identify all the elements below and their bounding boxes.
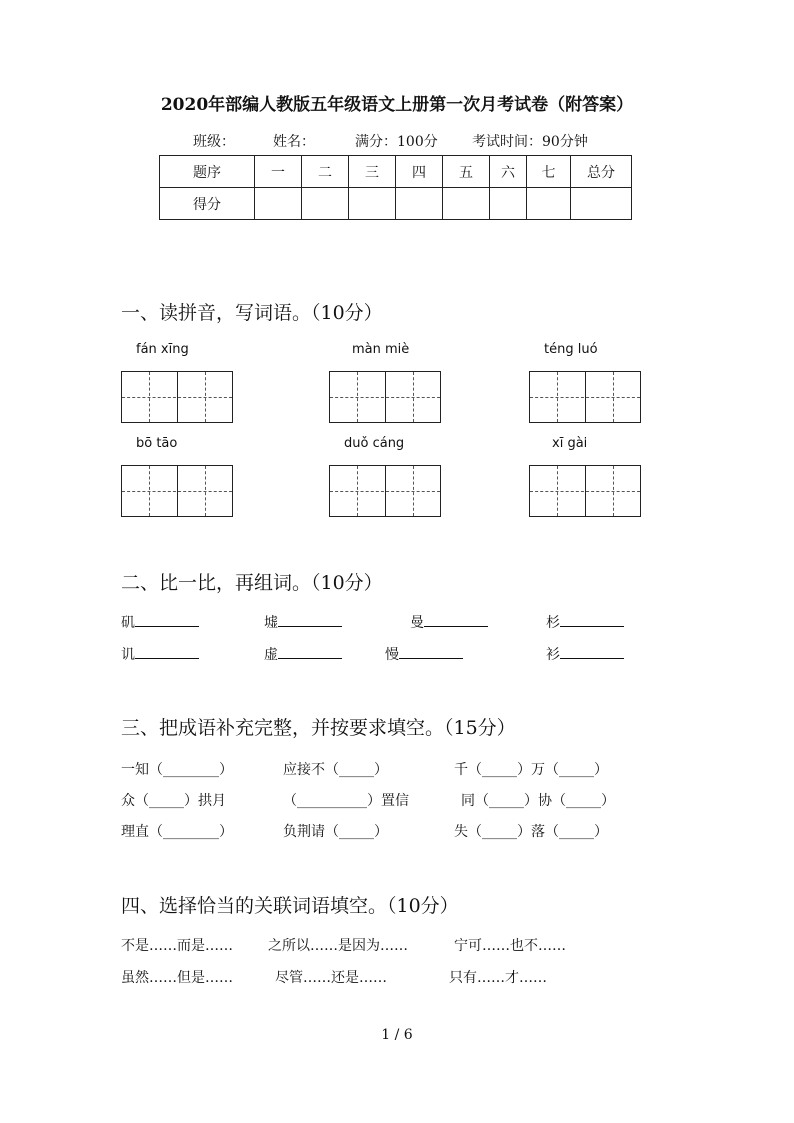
section2-title: 二、比一比，再组词。（10分） bbox=[121, 572, 383, 594]
score-input-cell[interactable] bbox=[571, 188, 632, 220]
pinyin-label: bō tāo bbox=[136, 436, 178, 451]
compare-char: 墟 bbox=[264, 615, 278, 631]
compare-item[interactable] bbox=[546, 644, 624, 664]
compare-item[interactable] bbox=[410, 612, 488, 632]
writing-grid[interactable] bbox=[121, 371, 233, 423]
full-score: 满分：100分 bbox=[355, 134, 438, 150]
idiom-item[interactable]: 应接不（_____） bbox=[283, 762, 388, 778]
score-input-cell[interactable] bbox=[490, 188, 527, 220]
compare-item[interactable] bbox=[385, 644, 463, 664]
pinyin-label: téng luó bbox=[544, 342, 598, 357]
table-cell: 一 bbox=[255, 156, 302, 188]
answer-blank[interactable] bbox=[278, 612, 342, 627]
page-title: 2020年部编人教版五年级语文上册第一次月考试卷（附答案） bbox=[160, 95, 634, 115]
compare-char: 曼 bbox=[410, 615, 424, 631]
table-cell: 题序 bbox=[160, 156, 255, 188]
table-row bbox=[160, 188, 632, 220]
idiom-item[interactable]: 负荆请（_____） bbox=[283, 824, 388, 840]
idiom-item[interactable]: 一知（________） bbox=[121, 762, 233, 778]
pinyin-label: xī gài bbox=[552, 436, 588, 451]
score-input-cell[interactable] bbox=[443, 188, 490, 220]
conjunction-option: 之所以……是因为…… bbox=[268, 938, 408, 954]
pinyin-label: duǒ cáng bbox=[344, 436, 405, 451]
compare-item[interactable] bbox=[121, 644, 199, 664]
class-label: 班级： bbox=[193, 134, 235, 150]
table-cell: 四 bbox=[396, 156, 443, 188]
answer-blank[interactable] bbox=[424, 612, 488, 627]
answer-blank[interactable] bbox=[560, 644, 624, 659]
score-input-cell[interactable] bbox=[349, 188, 396, 220]
conjunction-option: 只有……才…… bbox=[449, 970, 547, 986]
answer-blank[interactable] bbox=[135, 644, 199, 659]
pinyin-label: fán xīng bbox=[136, 342, 189, 357]
idiom-item[interactable]: 理直（________） bbox=[121, 824, 233, 840]
compare-char: 慢 bbox=[385, 647, 399, 663]
table-row bbox=[160, 156, 632, 188]
idiom-item[interactable]: 失（_____）落（_____） bbox=[454, 824, 608, 840]
table-cell: 三 bbox=[349, 156, 396, 188]
compare-char: 矶 bbox=[121, 615, 135, 631]
idiom-item[interactable]: 众（_____）拱月 bbox=[121, 793, 226, 809]
score-input-cell[interactable] bbox=[255, 188, 302, 220]
section3-title: 三、把成语补充完整，并按要求填空。（15分） bbox=[121, 717, 516, 739]
idiom-item[interactable]: （__________）置信 bbox=[283, 793, 409, 809]
score-input-cell[interactable] bbox=[396, 188, 443, 220]
exam-time: 考试时间：90分钟 bbox=[472, 134, 588, 150]
compare-item[interactable] bbox=[121, 612, 199, 632]
compare-char: 虚 bbox=[264, 647, 278, 663]
writing-grid[interactable] bbox=[529, 371, 641, 423]
compare-char: 杉 bbox=[546, 615, 560, 631]
table-cell: 二 bbox=[302, 156, 349, 188]
table-cell: 总分 bbox=[571, 156, 632, 188]
writing-grid[interactable] bbox=[329, 465, 441, 517]
writing-grid[interactable] bbox=[529, 465, 641, 517]
pinyin-label: màn miè bbox=[352, 342, 410, 357]
conjunction-option: 宁可……也不…… bbox=[454, 938, 566, 954]
table-cell: 得分 bbox=[160, 188, 255, 220]
answer-blank[interactable] bbox=[560, 612, 624, 627]
table-cell: 七 bbox=[527, 156, 571, 188]
table-cell: 五 bbox=[443, 156, 490, 188]
score-input-cell[interactable] bbox=[527, 188, 571, 220]
answer-blank[interactable] bbox=[278, 644, 342, 659]
conjunction-option: 不是……而是…… bbox=[121, 938, 233, 954]
idiom-item[interactable]: 千（_____）万（_____） bbox=[454, 762, 608, 778]
compare-char: 衫 bbox=[546, 647, 560, 663]
section1-title: 一、读拼音，写词语。（10分） bbox=[121, 302, 383, 324]
writing-grid[interactable] bbox=[329, 371, 441, 423]
table-cell: 六 bbox=[490, 156, 527, 188]
conjunction-option: 尽管……还是…… bbox=[275, 970, 387, 986]
answer-blank[interactable] bbox=[135, 612, 199, 627]
conjunction-option: 虽然……但是…… bbox=[121, 970, 233, 986]
name-label: 姓名： bbox=[273, 134, 315, 150]
compare-item[interactable] bbox=[264, 644, 342, 664]
compare-item[interactable] bbox=[264, 612, 342, 632]
compare-char: 讥 bbox=[121, 647, 135, 663]
score-table bbox=[159, 155, 632, 220]
writing-grid[interactable] bbox=[121, 465, 233, 517]
answer-blank[interactable] bbox=[399, 644, 463, 659]
idiom-item[interactable]: 同（_____）协（_____） bbox=[461, 793, 615, 809]
compare-item[interactable] bbox=[546, 612, 624, 632]
section4-title: 四、选择恰当的关联词语填空。（10分） bbox=[121, 895, 459, 917]
score-input-cell[interactable] bbox=[302, 188, 349, 220]
page-number: 1 / 6 bbox=[381, 1027, 413, 1043]
